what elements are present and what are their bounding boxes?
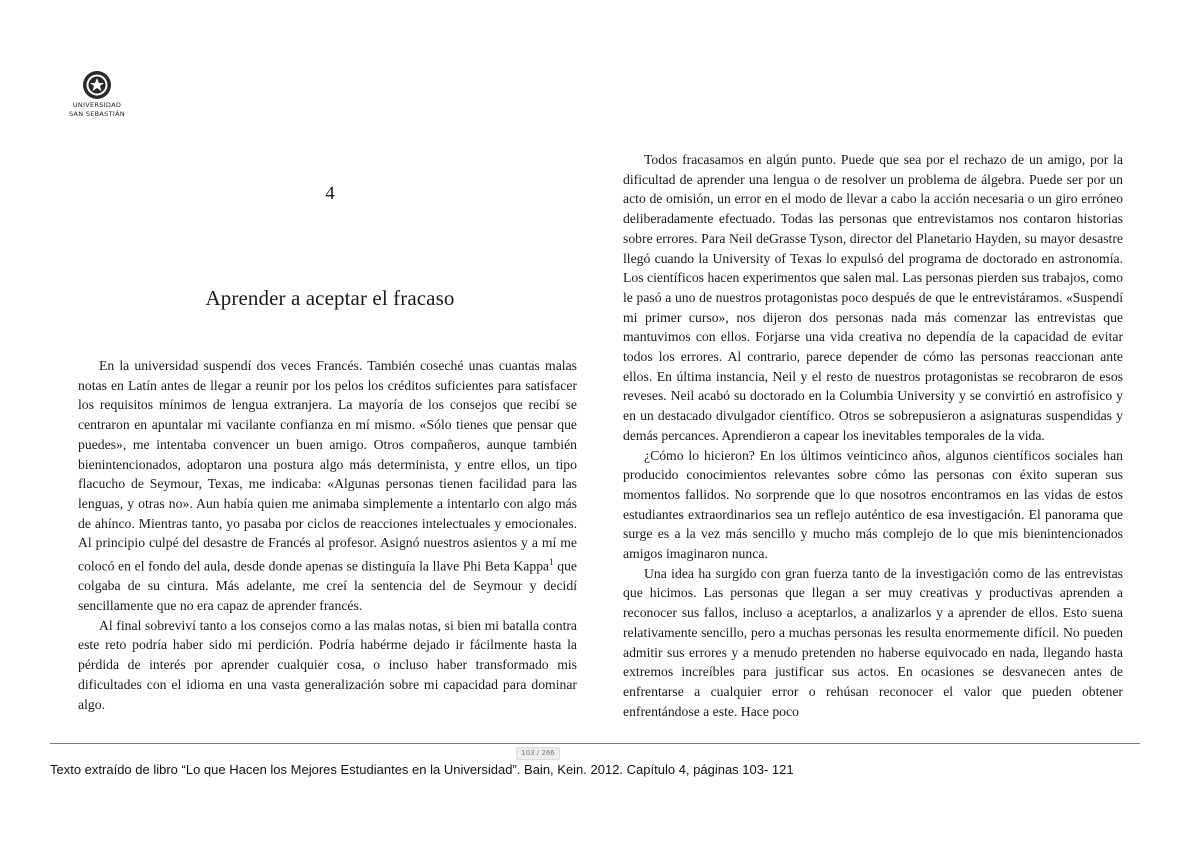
left-paragraph-1-part-a: En la universidad suspendí dos veces Francés. También coseché unas cuantas malas notas en Latín antes de llegar a reunir por los pelos los créditos suficientes para satisfacer los requisitos mínimos de lengua extranjera. La mayoría de los consejos que recibí se centraron en apuntalar mi vacilante confianza en mí mismo. «Sólo tienes que pensar que puedes», me intentaba convencer un buen amigo. Otros compañeros, aunque también bienintencionados, adoptaron una postura algo más determinista, y entre ellos, un tipo flacucho de Seymour, Texas, me indicaba: «Algunas personas tienen facilidad para las lenguas, y otras no». Aun había quien me animaba simplemente a intentarlo con algo más de ahínco. Mientras tanto, yo pasaba por ciclos de reacciones intelectuales y emocionales. Al principio culpé del desastre de Francés al profesor. Asignó nuestros asientos y a mí me colocó en el fondo del aula, desde donde apenas se distinguía la llave Phi Beta Kappa xyxy=(78,358,577,574)
chapter-number: 4 xyxy=(325,183,335,204)
source-caption: Texto extraído de libro “Lo que Hacen los Mejores Estudiantes en la Universidad”. Bain, Kein. 2012. Capítulo 4, páginas 103- 121 xyxy=(50,762,794,777)
footnote-marker: 1 xyxy=(549,557,554,568)
page-indicator: 103 / 266 xyxy=(516,747,560,760)
left-paragraph-1-part-b: que colgaba de su cintura. Más adelante, me creí la sentencia del de Seymour y decidí sencillamente que no era capaz de aprender francés. xyxy=(78,558,577,613)
right-paragraph-1: Todos fracasamos en algún punto. Puede que sea por el rechazo de un amigo, por la dificultad de aprender una lengua o de resolver un problema de álgebra. Puede ser por un acto de omisión, un error en el modo de llevar a cabo la acción necesaria o un giro erróneo deliberadamente efectuado. Todas las personas que entrevistamos nos contaron historias sobre errores. Para Neil deGrasse Tyson, director del Planetario Hayden, su mayor desastre llegó cuando la University of Texas lo expulsó del programa de doctorado en astronomía. Los científicos hacen experimentos que salen mal. Las personas pierden sus trabajos, como le pasó a uno de nuestros protagonistas poco después de que le entrevistáramos. «Suspendí mi primer curso», nos dijeron dos personas nada más comenzar las entrevistas que mantuvimos con ellos. Forjarse una vida creativa no dependía de la capacidad de evitar todos los errores. Al contrario, parece depender de cómo las personas reaccionan ante ellos. En última instancia, Neil y el resto de nuestros protagonistas se recobraron de esos reveses. Neil acabó su doctorado en la Columbia University y se convirtió en astrofísico y en un destacado divulgador científico. Otros se sobrepusieron a asignaturas suspendidas y demás percances. Aprendieron a capear los inevitables temporales de la vida. xyxy=(623,152,1123,443)
footer-divider xyxy=(50,743,1140,744)
logo-line-1: UNIVERSIDAD xyxy=(72,101,122,109)
university-crest-icon xyxy=(82,70,112,100)
right-paragraph-2: ¿Cómo lo hicieron? En los últimos veinticinco años, algunos científicos sociales han producido conocimientos relevantes sobre cómo las personas con éxito superan sus momentos fallidos. No sorprende que lo que nosotros encontramos en las vidas de estos estudiantes extraordinarios sea un reflejo auténtico de esa investigación. El panorama que surge es a la vez más sencillo y mucho más complejo de lo que mis bienintencionados amigos imaginaron nunca. xyxy=(623,447,1123,562)
chapter-title: Aprender a aceptar el fracaso xyxy=(205,286,455,310)
logo-line-2: SAN SEBASTIÁN xyxy=(69,110,125,118)
left-paragraph-2: Al final sobreviví tanto a los consejos como a las malas notas, si bien mi batalla contra este reto podría haber sido mi perdición. Podría habérme dejado ir fácilmente hasta la pérdida de interés por aprender cualquier cosa, o incluso haber transformado mis dificultades con el idioma en una vasta generalización sobre mi capacidad para dominar algo. xyxy=(78,617,577,712)
right-paragraph-3: Una idea ha surgido con gran fuerza tanto de la investigación como de las entrevistas que hicimos. Las personas que llegan a ser muy creativas y productivas aprenden a reconocer sus fallos, incluso a aceptarlos, a analizarlos y a aprender de ellos. Esto suena relativamente sencillo, pero a muchas personas les resulta enormemente difícil. No pueden admitir sus errores y a menudo pretenden no haberse equivocado en nada, llegando hasta extremos increíbles para justificar sus actos. En ocasiones se desvanecen antes de enfrentarse a cualquier error o rehúsan reconocer el valor que pueden obtener enfrentándose a este. Hace poco xyxy=(623,565,1123,719)
left-paragraph-1 xyxy=(78,356,577,616)
right-page-text xyxy=(623,150,1123,721)
left-page-text xyxy=(78,356,577,714)
university-logo xyxy=(60,70,134,118)
